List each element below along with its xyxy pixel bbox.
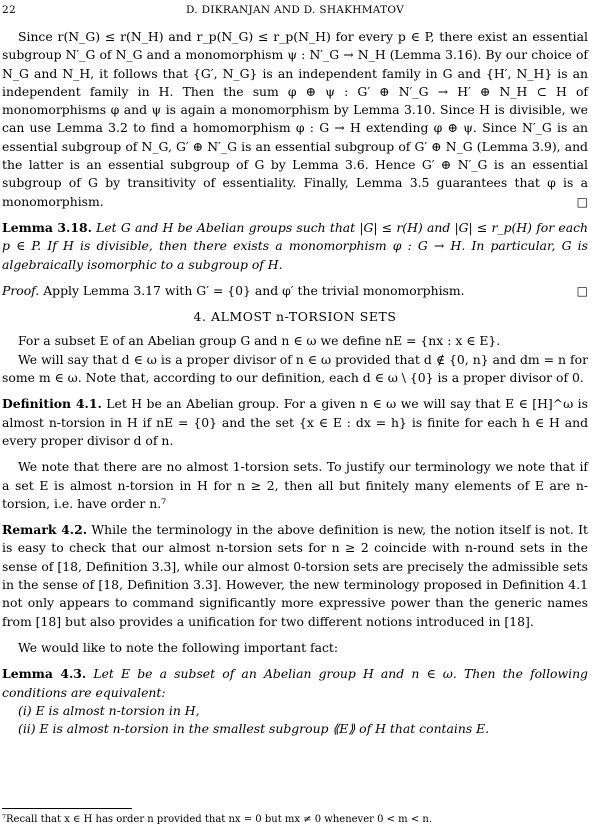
footnote-7: ⁷Recall that x ∈ H has order n provided that nx = 0 but mx ≠ 0 whenever 0 < m < n. (2, 814, 433, 825)
paragraph-proper-divisor: We will say that d ∈ ω is a proper divisor of n ∈ ω provided that d ∉ {0, n} and dm = n for some m ∈ ω. Note that, according to our definition, each d ∈ ω \ {0} is a proper divisor of 0. (2, 351, 588, 386)
paragraph-no-almost-1-torsion: We note that there are no almost 1-torsion sets. To justify our terminology we note that if a set E is almost n-torsion in H for n ≥ 2, then all but finitely many elements of E are n-torsion, i.e. have order n.⁷ (2, 459, 588, 511)
lemma-label: Lemma 4.3. (2, 666, 87, 682)
paragraph-proof-continuation (2, 28, 588, 211)
lemma-condition-ii: (ii) E is almost n-torsion in the smallest subgroup ⟪E⟫ of H that contains E. (18, 721, 490, 737)
remark-4-2 (2, 521, 588, 631)
lemma-statement: Let G and H be Abelian groups such that |G| ≤ r(H) and |G| ≤ r_p(H) for each p ∈ P. If H is divisible, then there exists a monomorphism φ : G → H. In particular, G is algebraically isomorphic to a subgroup of H. (2, 219, 588, 272)
definition-text: Let H be an Abelian group. For a given n ∈ ω we will say that E ∈ [H]^ω is almost n-torsion in H if nE = {0} and the set {x ∈ E : dx = h} is finite for each h ∈ H and every proper divisor d of n. (2, 396, 588, 448)
qed-symbol: □ (576, 283, 588, 298)
page-body (2, 28, 588, 738)
paragraph-nE-definition: For a subset E of an Abelian group G and n ∈ ω we define nE = {nx : x ∈ E}. (18, 333, 501, 349)
footnote-rule (2, 808, 132, 809)
lemma-3-18 (2, 219, 588, 274)
paragraph-important-fact: We would like to note the following important fact: (18, 639, 339, 655)
qed-symbol: □ (576, 194, 588, 209)
running-title: D. DIKRANJAN AND D. SHAKHMATOV (185, 4, 405, 16)
proof-label: Proof. (2, 282, 40, 298)
proof-text: Apply Lemma 3.17 with G′ = {0} and φ′ the trivial monomorphism. (43, 282, 465, 298)
definition-4-1 (2, 395, 588, 450)
paragraph-text: Since r(N_G) ≤ r(N_H) and r_p(N_G) ≤ r_p(N_H) for every p ∈ P, there exist an essential subgroup N′_G of N_G and a monomorphism ψ : N′_G → N_H (Lemma 3.16). By our choice of N_G and N_H, it follows that {G′, N_G} is an independent family in G and {H′, N_H} is an independent family in H. Then the sum φ ⊕ ψ : G′ ⊕ N′_G → H′ ⊕ N_H ⊂ H of monomorphisms φ and ψ is again a monomorphism by Lemma 3.10. Since H is divisible, we can use Lemma 3.2 to find a homomorphism φ : G → H extending φ ⊕ ψ. Since N′_G is an essential subgroup of N_G, G′ ⊕ N′_G is an essential subgroup of G′ ⊕ N_G (Lemma 3.9), and the latter is an essential subgroup of G by Lemma 3.6. Hence G′ ⊕ N′_G is an essential subgroup of G by transitivity of essentiality. Finally, Lemma 3.5 guarantees that φ is a monomorphism. (2, 29, 588, 209)
lemma-condition-i: (i) E is almost n-torsion in H, (18, 702, 200, 718)
lemma-label: Lemma 3.18. (2, 219, 92, 235)
running-header (2, 4, 588, 20)
definition-label: Definition 4.1. (2, 396, 102, 412)
page-number: 22 (2, 4, 16, 16)
proof-3-18 (2, 282, 588, 300)
remark-label: Remark 4.2. (2, 522, 88, 538)
lemma-statement: Let E be a subset of an Abelian group H and n ∈ ω. Then the following conditions are equivalent: (2, 666, 588, 700)
section-heading: 4. ALMOST n-TORSION SETS (193, 309, 397, 325)
remark-text: While the terminology in the above definition is new, the notion itself is not. It is easy to check that our almost n-torsion sets for n ≥ 2 coincide with n-round sets in the sense of [18, Definition 3.3], while our almost 0-torsion sets are precisely the admissible sets in the sense of [18, Definition 3.3]. However, the new terminology proposed in Definition 4.1 not only appears to command significantly more expressive power than the generic names from [18] but also provides a unification for two different notions introduced in [18]. (2, 522, 588, 629)
lemma-4-3 (2, 665, 588, 702)
